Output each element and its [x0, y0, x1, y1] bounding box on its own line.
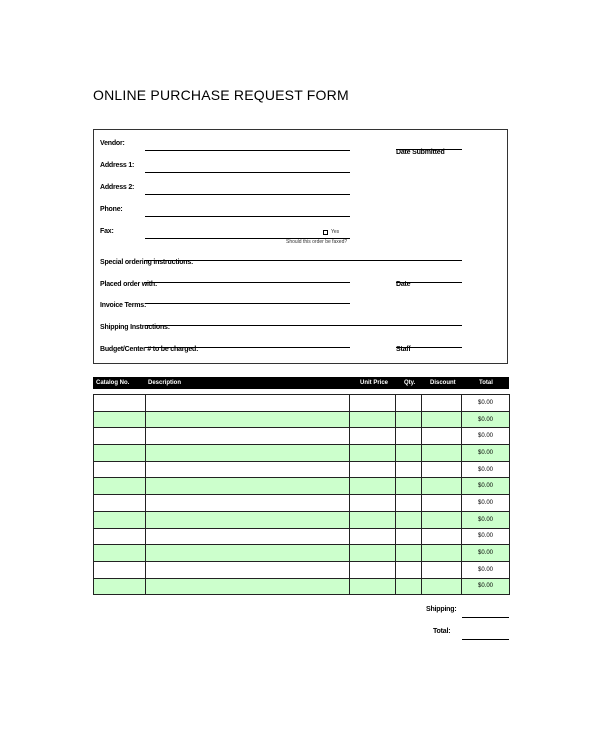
description-cell[interactable] [145, 511, 349, 528]
date-label: Date [396, 281, 411, 288]
discount-cell[interactable] [422, 411, 462, 428]
description-cell[interactable] [145, 395, 349, 412]
vendor-field[interactable] [145, 150, 350, 151]
qty-cell[interactable] [396, 411, 422, 428]
description-cell[interactable] [145, 478, 349, 495]
description-cell[interactable] [145, 495, 349, 512]
date-submitted-label: Date Submitted [396, 149, 445, 156]
table-row [94, 561, 510, 578]
discount-cell[interactable] [422, 578, 462, 595]
staff-label: Staff [396, 346, 411, 353]
description-cell[interactable] [145, 578, 349, 595]
total-cell: $0.00 [462, 478, 510, 495]
discount-cell[interactable] [422, 511, 462, 528]
discount-cell[interactable] [422, 428, 462, 445]
description-cell[interactable] [145, 411, 349, 428]
unit-price-cell[interactable] [350, 528, 396, 545]
qty-cell[interactable] [396, 395, 422, 412]
fax-yes-label: Yes [331, 229, 340, 235]
description-cell[interactable] [145, 545, 349, 562]
vendor-label: Vendor: [100, 140, 125, 147]
fax-question: Should this order be faxed? [286, 239, 348, 245]
shipping-instructions-label: Shipping Instructions: [100, 324, 170, 331]
catalog-cell[interactable] [94, 411, 146, 428]
description-cell[interactable] [145, 428, 349, 445]
table-row [94, 461, 510, 478]
catalog-cell[interactable] [94, 545, 146, 562]
catalog-cell[interactable] [94, 461, 146, 478]
discount-cell[interactable] [422, 461, 462, 478]
placed-order-label: Placed order with: [100, 281, 158, 288]
grand-total-label: Total: [433, 628, 451, 635]
total-cell: $0.00 [462, 445, 510, 462]
table-row [94, 578, 510, 595]
unit-price-cell[interactable] [350, 511, 396, 528]
qty-cell[interactable] [396, 478, 422, 495]
shipping-total-field[interactable] [462, 617, 509, 618]
total-cell: $0.00 [462, 428, 510, 445]
address2-field[interactable] [145, 194, 350, 195]
unit-price-cell[interactable] [350, 495, 396, 512]
unit-price-cell[interactable] [350, 561, 396, 578]
unit-price-cell[interactable] [350, 461, 396, 478]
fax-label: Fax: [100, 228, 114, 235]
qty-cell[interactable] [396, 428, 422, 445]
catalog-cell[interactable] [94, 561, 146, 578]
total-cell: $0.00 [462, 461, 510, 478]
shipping-total-label: Shipping: [426, 606, 457, 613]
items-table-header [93, 377, 509, 389]
discount-cell[interactable] [422, 561, 462, 578]
fax-yes-checkbox[interactable] [323, 230, 328, 235]
catalog-cell[interactable] [94, 511, 146, 528]
qty-cell[interactable] [396, 545, 422, 562]
catalog-cell[interactable] [94, 478, 146, 495]
unit-price-cell[interactable] [350, 395, 396, 412]
total-cell: $0.00 [462, 545, 510, 562]
header-description: Description [148, 380, 182, 386]
qty-cell[interactable] [396, 528, 422, 545]
catalog-cell[interactable] [94, 528, 146, 545]
qty-cell[interactable] [396, 561, 422, 578]
total-cell: $0.00 [462, 578, 510, 595]
header-discount: Discount [430, 380, 456, 386]
qty-cell[interactable] [396, 511, 422, 528]
description-cell[interactable] [145, 528, 349, 545]
table-row [94, 528, 510, 545]
header-qty: Qty. [404, 380, 416, 386]
unit-price-cell[interactable] [350, 411, 396, 428]
unit-price-cell[interactable] [350, 478, 396, 495]
qty-cell[interactable] [396, 495, 422, 512]
items-table [93, 394, 510, 595]
table-row [94, 411, 510, 428]
table-row [94, 545, 510, 562]
description-cell[interactable] [145, 461, 349, 478]
header-total: Total [479, 380, 493, 386]
table-row [94, 511, 510, 528]
special-instructions-label: Special ordering instructions: [100, 259, 194, 266]
unit-price-cell[interactable] [350, 545, 396, 562]
qty-cell[interactable] [396, 445, 422, 462]
placed-order-field[interactable] [145, 282, 350, 283]
description-cell[interactable] [145, 561, 349, 578]
total-cell: $0.00 [462, 495, 510, 512]
header-catalog: Catalog No. [96, 380, 130, 386]
total-cell: $0.00 [462, 561, 510, 578]
qty-cell[interactable] [396, 461, 422, 478]
address2-label: Address 2: [100, 184, 135, 191]
phone-label: Phone: [100, 206, 123, 213]
shipping-instructions-field[interactable] [145, 325, 462, 326]
table-row [94, 495, 510, 512]
unit-price-cell[interactable] [350, 445, 396, 462]
catalog-cell[interactable] [94, 445, 146, 462]
discount-cell[interactable] [422, 528, 462, 545]
table-row [94, 445, 510, 462]
total-cell: $0.00 [462, 528, 510, 545]
qty-cell[interactable] [396, 578, 422, 595]
table-row [94, 428, 510, 445]
discount-cell[interactable] [422, 478, 462, 495]
description-cell[interactable] [145, 445, 349, 462]
catalog-cell[interactable] [94, 495, 146, 512]
grand-total-field[interactable] [462, 639, 509, 640]
discount-cell[interactable] [422, 545, 462, 562]
total-cell: $0.00 [462, 395, 510, 412]
catalog-cell[interactable] [94, 578, 146, 595]
discount-cell[interactable] [422, 495, 462, 512]
discount-cell[interactable] [422, 445, 462, 462]
budget-label: Budget/Center # to be charged: [100, 346, 199, 353]
invoice-terms-label: Invoice Terms: [100, 302, 147, 309]
form-title: ONLINE PURCHASE REQUEST FORM [93, 87, 349, 103]
discount-cell[interactable] [422, 395, 462, 412]
total-cell: $0.00 [462, 511, 510, 528]
catalog-cell[interactable] [94, 395, 146, 412]
phone-field[interactable] [145, 216, 350, 217]
invoice-terms-field[interactable] [145, 303, 350, 304]
table-row [94, 478, 510, 495]
header-unit-price: Unit Price [360, 380, 389, 386]
unit-price-cell[interactable] [350, 428, 396, 445]
total-cell: $0.00 [462, 411, 510, 428]
table-row [94, 395, 510, 412]
unit-price-cell[interactable] [350, 578, 396, 595]
address1-label: Address 1: [100, 162, 135, 169]
address1-field[interactable] [145, 172, 350, 173]
catalog-cell[interactable] [94, 428, 146, 445]
